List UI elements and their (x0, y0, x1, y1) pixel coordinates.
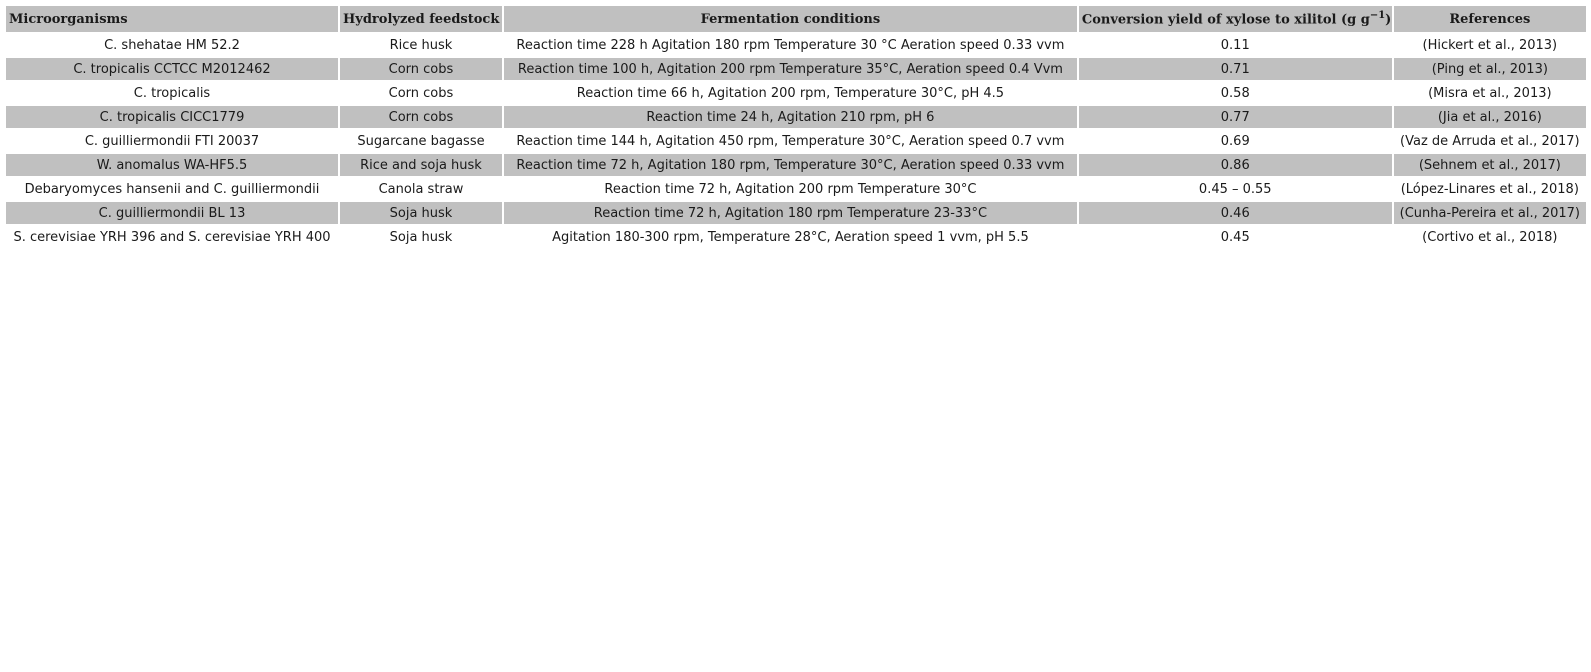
table-row (6, 178, 1586, 200)
cell-conditions: Reaction time 144 h, Agitation 450 rpm, Temperature 30°C, Aeration speed 0.7 vvm (516, 133, 1065, 149)
header-yield-close: ) (1385, 12, 1392, 28)
cell-conditions: Reaction time 72 h, Agitation 180 rpm, Temperature 30°C, Aeration speed 0.33 vvm (504, 154, 1077, 176)
cell-conditions: Reaction time 24 h, Agitation 210 rpm, pH 6 (504, 106, 1077, 128)
header-yield-sup: −1 (1369, 10, 1386, 22)
cell-microorganism: Debaryomyces hansenii and C. guilliermondii (24, 181, 320, 197)
cell-feedstock: Corn cobs (340, 58, 502, 80)
cell-reference: (Ping et al., 2013) (1394, 58, 1586, 80)
cell-reference: (Jia et al., 2016) (1394, 106, 1586, 128)
cell-yield: 0.46 (1079, 202, 1392, 224)
cell-yield: 0.45 – 0.55 (1198, 181, 1272, 197)
cell-reference: (Hickert et al., 2013) (1422, 37, 1558, 53)
table-header-row (6, 6, 1586, 32)
cell-microorganism: C. guilliermondii BL 13 (6, 202, 338, 224)
table-row (6, 154, 1586, 176)
table-row (6, 34, 1586, 56)
data-table-container (4, 4, 1588, 250)
cell-reference: (Misra et al., 2013) (1428, 85, 1552, 101)
cell-yield: 0.71 (1079, 58, 1392, 80)
cell-yield: 0.11 (1220, 37, 1250, 53)
header-references: References (1394, 6, 1586, 32)
header-yield (1079, 6, 1392, 32)
header-microorganisms: Microorganisms (6, 6, 338, 32)
cell-microorganism: C. tropicalis CICC1779 (6, 106, 338, 128)
cell-microorganism: S. cerevisiae YRH 396 and S. cerevisiae YRH 400 (13, 229, 331, 245)
cell-microorganism: C. tropicalis (133, 85, 211, 101)
cell-yield: 0.77 (1079, 106, 1392, 128)
cell-yield: 0.45 (1220, 229, 1250, 245)
table-row (6, 226, 1586, 248)
table-row (6, 130, 1586, 152)
cell-microorganism: C. guilliermondii FTI 20037 (84, 133, 260, 149)
cell-conditions: Reaction time 72 h, Agitation 180 rpm Temperature 23-33°C (504, 202, 1077, 224)
cell-yield: 0.58 (1220, 85, 1250, 101)
table-row (6, 202, 1586, 224)
cell-yield: 0.86 (1079, 154, 1392, 176)
cell-conditions: Reaction time 228 h Agitation 180 rpm Temperature 30 °C Aeration speed 0.33 vvm (516, 37, 1065, 53)
cell-reference: (Vaz de Arruda et al., 2017) (1400, 133, 1580, 149)
cell-feedstock: Soja husk (340, 202, 502, 224)
cell-reference: (Sehnem et al., 2017) (1394, 154, 1586, 176)
cell-reference: (Cortivo et al., 2018) (1422, 229, 1558, 245)
header-feedstock: Hydrolyzed feedstock (340, 6, 502, 32)
cell-feedstock: Corn cobs (340, 106, 502, 128)
cell-microorganism: C. shehatae HM 52.2 (104, 37, 240, 53)
cell-feedstock: Rice and soja husk (340, 154, 502, 176)
cell-feedstock: Corn cobs (388, 85, 454, 101)
table-row (6, 82, 1586, 104)
xylitol-fermentation-table (4, 4, 1588, 250)
cell-reference: (Cunha-Pereira et al., 2017) (1394, 202, 1586, 224)
cell-feedstock: Sugarcane bagasse (357, 133, 485, 149)
cell-feedstock: Canola straw (378, 181, 464, 197)
cell-conditions: Reaction time 66 h, Agitation 200 rpm, Temperature 30°C, pH 4.5 (576, 85, 1005, 101)
cell-feedstock: Rice husk (389, 37, 453, 53)
cell-yield: 0.69 (1220, 133, 1250, 149)
cell-conditions: Reaction time 72 h, Agitation 200 rpm Temperature 30°C (604, 181, 977, 197)
table-row (6, 58, 1586, 80)
cell-conditions: Reaction time 100 h, Agitation 200 rpm Temperature 35°C, Aeration speed 0.4 Vvm (504, 58, 1077, 80)
cell-feedstock: Soja husk (389, 229, 453, 245)
table-row (6, 106, 1586, 128)
header-conditions: Fermentation conditions (504, 6, 1077, 32)
cell-microorganism: C. tropicalis CCTCC M2012462 (6, 58, 338, 80)
cell-microorganism: W. anomalus WA-HF5.5 (6, 154, 338, 176)
cell-conditions: Agitation 180-300 rpm, Temperature 28°C, Aeration speed 1 vvm, pH 5.5 (552, 229, 1029, 245)
cell-reference: (López-Linares et al., 2018) (1400, 181, 1579, 197)
header-yield-text: Conversion yield of xylose to xilitol (g g (1081, 12, 1370, 28)
